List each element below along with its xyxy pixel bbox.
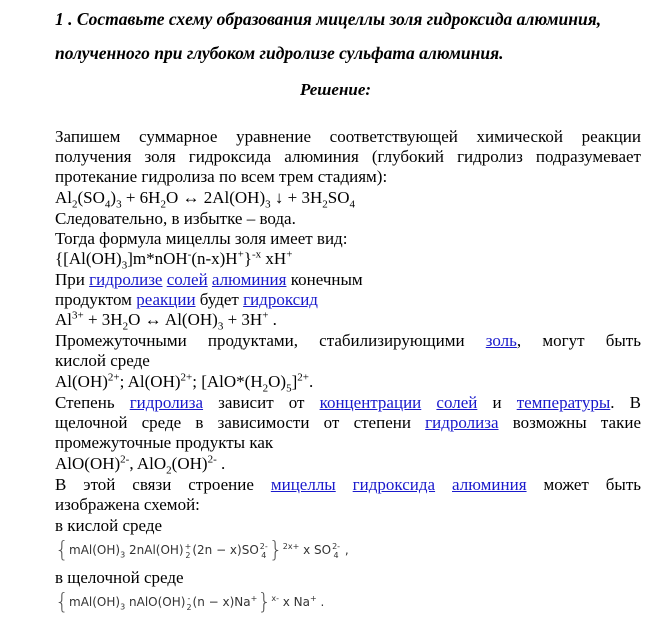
- link-temperature[interactable]: температуры: [516, 393, 611, 412]
- paragraph-line: В этой связи строение мицеллы гидроксида алюминия может быть: [55, 475, 641, 494]
- micelle-scheme-alkaline: {$mAl(OH)_3$ nAlO(OH) - 2(n − x)Na+}$^{x-}$ x Na+ .: [55, 590, 325, 615]
- paragraph-line: Запишем суммарное уравнение соответствующей химической реакции: [55, 127, 641, 146]
- paragraph-line: При гидролизе солей алюминия конечным: [55, 270, 363, 289]
- paragraph-line: продуктом реакции будет гидроксид: [55, 290, 318, 309]
- link-aluminum[interactable]: алюминия: [452, 475, 527, 494]
- paragraph-line: Промежуточными продуктами, стабилизирующими золь, могут быть: [55, 331, 641, 350]
- link-hydrolysis[interactable]: гидролиза: [425, 413, 499, 432]
- link-hydrolysis[interactable]: гидролиза: [129, 393, 204, 412]
- intermediate-products-acid: Al(OH)$^{2+}$; Al(OH)$^{2+}$; $[AlO*(H_2O)_5]^{2+}$.: [55, 371, 314, 395]
- micelle-scheme-acid: {$mAl(OH)_3$ 2nAl(OH)+ 2 (2n − x)SO2- 4 }$^{2x+}$ x SO2- 4 ,: [55, 538, 349, 563]
- paragraph-line: промежуточные продукты как: [55, 433, 274, 452]
- paragraph-line: щелочной среде в зависимости от степени гидролиза возможны такие: [55, 413, 641, 432]
- paragraph-line: изображена схемой:: [55, 495, 200, 514]
- paragraph-line: Тогда формула мицеллы золя имеет вид:: [55, 229, 348, 248]
- solution-label: Решение:: [299, 80, 372, 99]
- link-salts[interactable]: солей: [436, 393, 478, 412]
- link-reaction[interactable]: реакции: [136, 290, 196, 309]
- link-hydroxide[interactable]: гидроксид: [243, 290, 318, 309]
- paragraph-line: Степень гидролиза зависит от концентрации солей и температуры. В: [55, 393, 641, 412]
- reaction-equation-2: $Al^{3+} + 3H_2O$ ↔ $Al(OH)_3 + 3H^+$ .: [55, 309, 277, 333]
- acid-medium-label: в кислой среде: [55, 516, 163, 535]
- link-hydrolysis[interactable]: гидролизе: [89, 270, 163, 289]
- alkaline-medium-label: в щелочной среде: [55, 568, 184, 587]
- micelle-formula: $\{[Al(OH)_3]m*nOH^-(n-x)H^+\}^{-x}$ xH+: [55, 248, 293, 272]
- link-micelle[interactable]: мицеллы: [270, 475, 336, 494]
- link-hydroxide[interactable]: гидроксида: [352, 475, 436, 494]
- paragraph-line: кислой среде: [55, 351, 150, 370]
- intermediate-products-alkaline: AlO(OH)$^{2-}$, AlO$_2$(OH)$^{2-}$ .: [55, 453, 226, 477]
- link-concentration[interactable]: концентрации: [319, 393, 422, 412]
- paragraph-line: получения золя гидроксида алюминия (глубокий гидролиз подразумевает: [55, 147, 641, 166]
- reaction-equation-1: $Al_2(SO_4)_3 + 6H_2O$ ↔ $2Al(OH)_3$ ↓ + $3H_2SO_4$: [55, 188, 355, 211]
- paragraph-line: протекание гидролиза по всем трем стадиям):: [55, 167, 388, 186]
- link-sol[interactable]: золь: [485, 331, 517, 350]
- link-salts[interactable]: солей: [166, 270, 208, 289]
- task-heading-line-1: 1 . Составьте схему образования мицеллы золя гидроксида алюминия,: [55, 9, 602, 29]
- link-aluminum[interactable]: алюминия: [211, 270, 287, 289]
- task-heading-line-2: полученного при глубоком гидролизе сульфата алюминия.: [55, 43, 504, 63]
- paragraph-line: Следовательно, в избытке – вода.: [55, 209, 296, 228]
